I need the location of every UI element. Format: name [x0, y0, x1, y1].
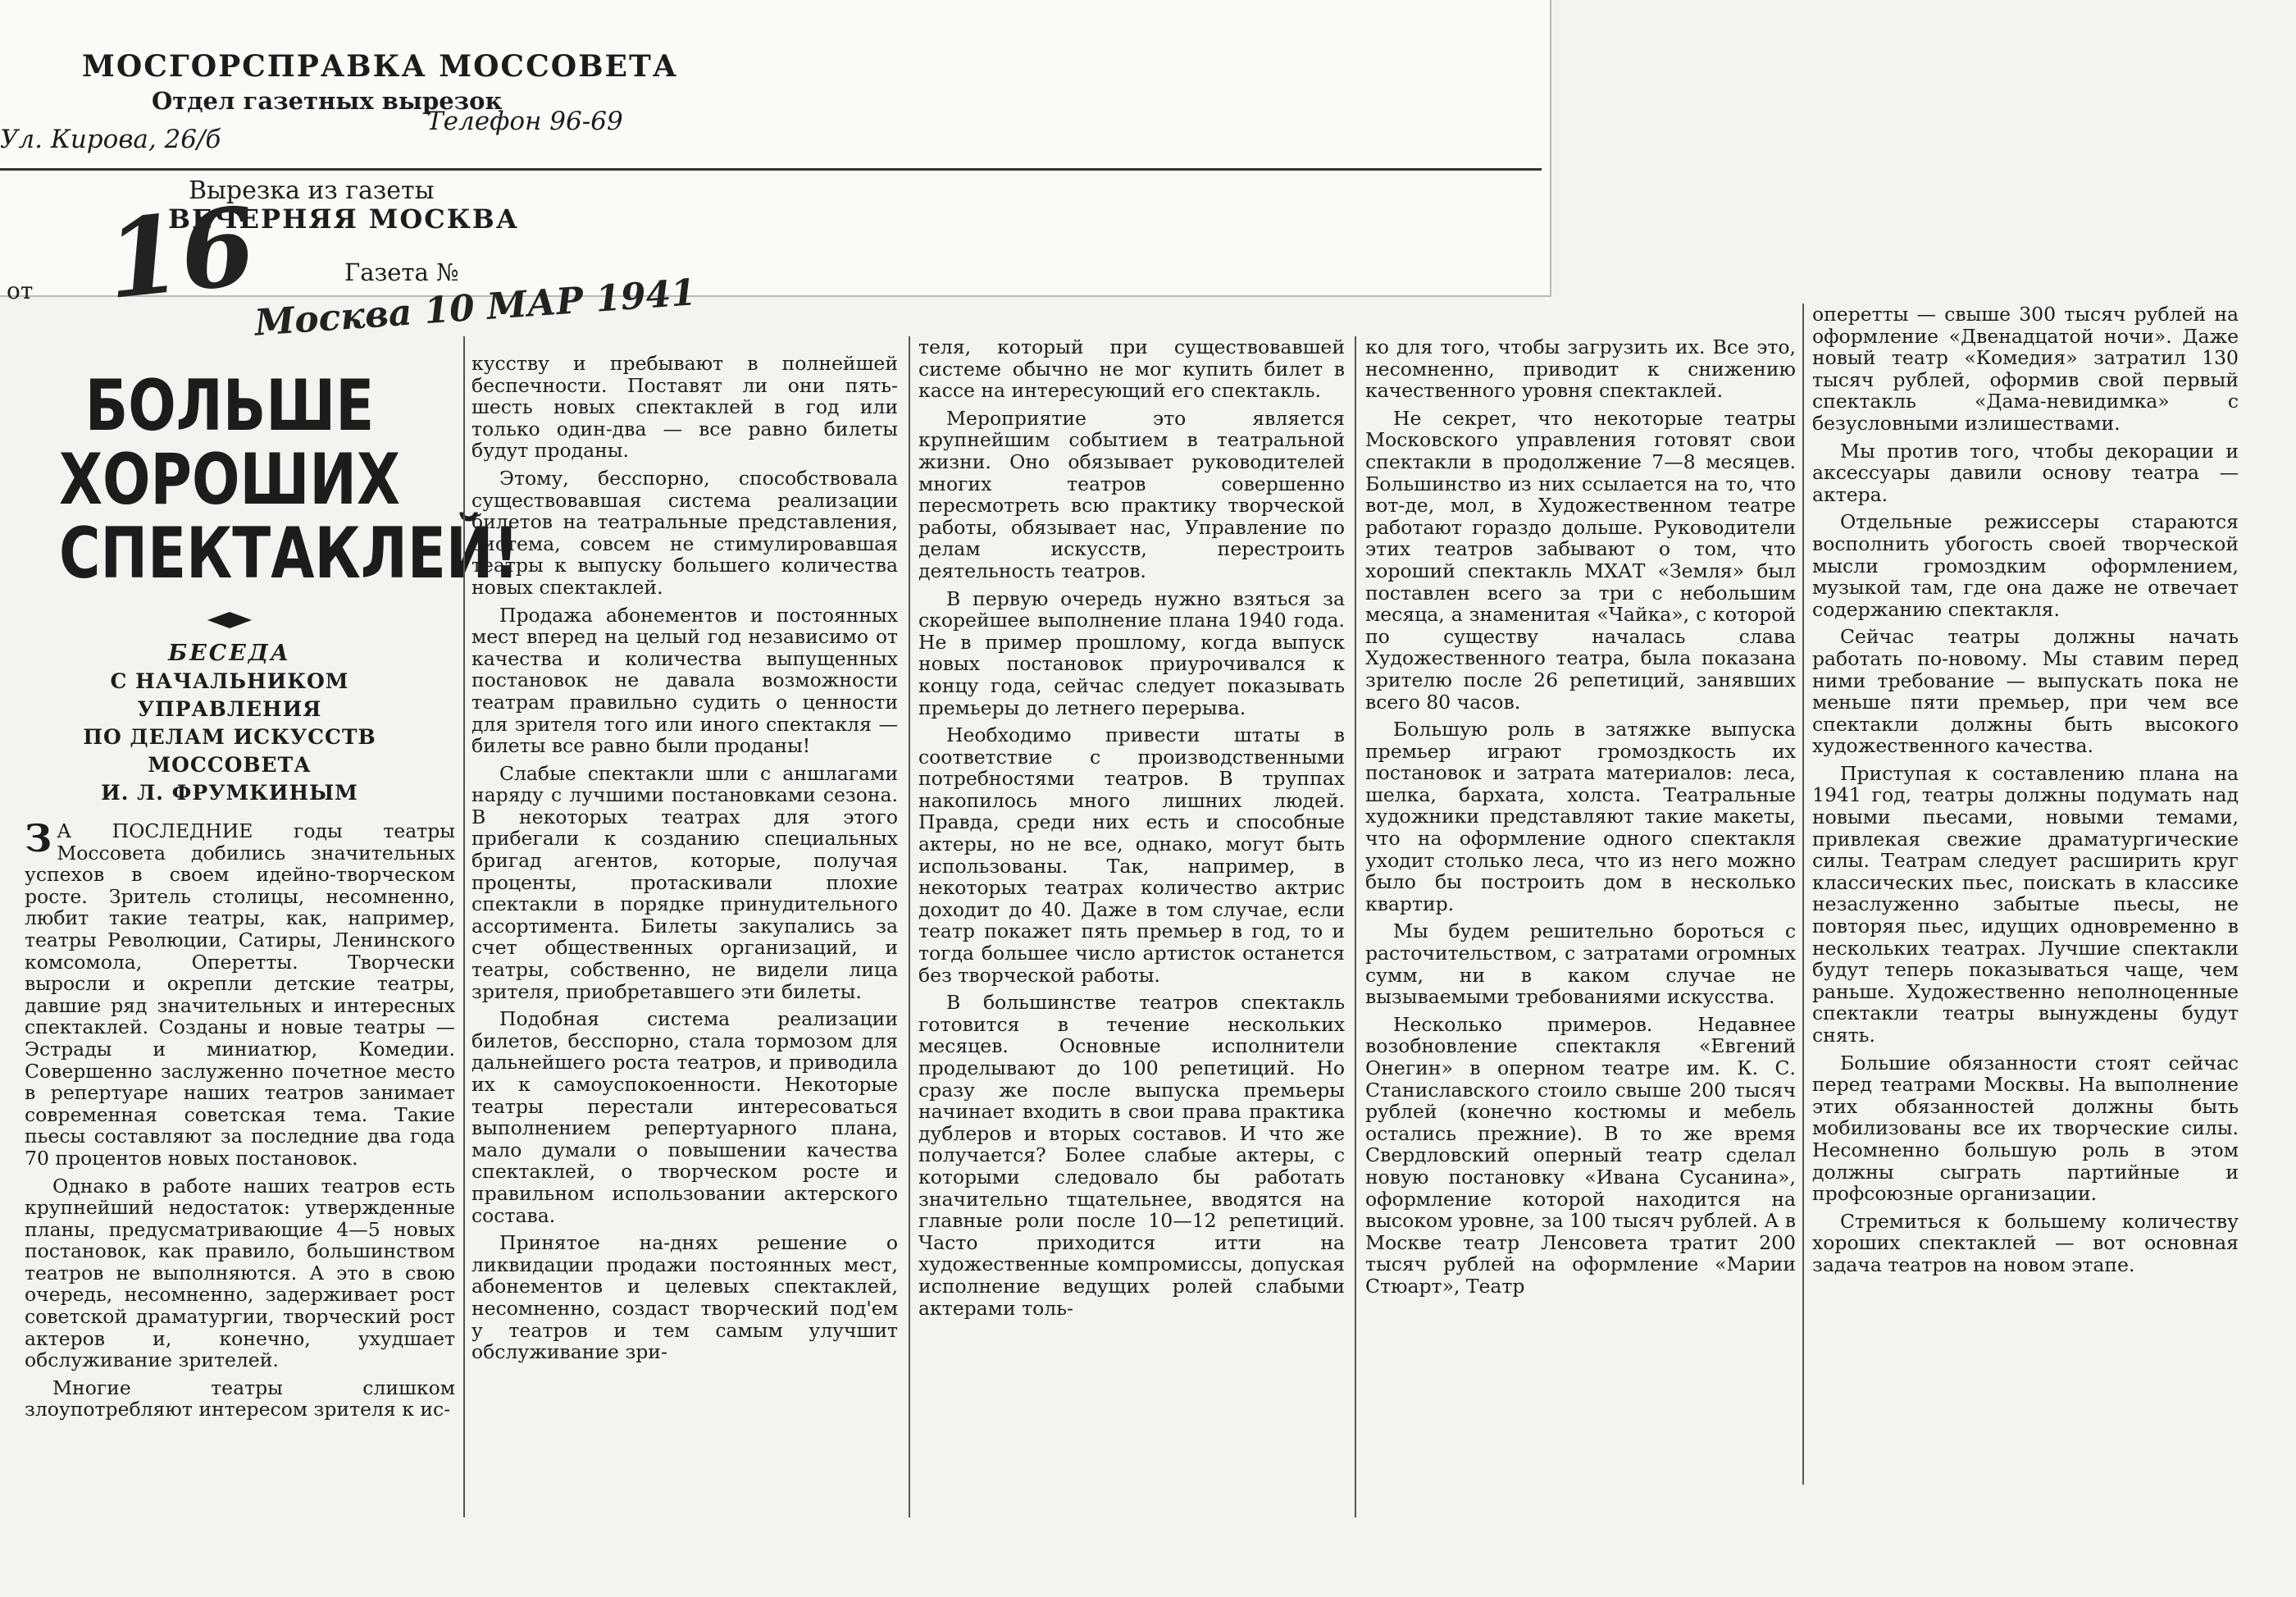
column-rule	[909, 336, 910, 1517]
paragraph: Слабые спектакли шли с аншлагами наряду с лучшими постановками сезона. В некоторых театрах для этого прибегали к созданию специальных бригад агентов, которые, получая проценты, протаскивали плохие спектакли в порядке принудительного ассортимента. Билеты закупались за счет общественных организаций, и театры, собственно, не видели лица зрителя, приобретавшего эти билеты.	[472, 761, 898, 1003]
column-rule	[463, 336, 465, 1517]
paragraph: В первую очередь нужно взяться за скорейшее выполнение плана 1940 года. Не в пример прошлому, когда выпуск новых постановок приурочивался к концу года, сейчас следует показывать премьеры до летнего перерыва.	[918, 586, 1345, 719]
handwritten-day: 16	[100, 182, 262, 324]
bureau-phone: Телефон 96-69	[426, 107, 623, 136]
paragraph: Продажа абонементов и постоянных мест вперед на целый год независимо от качества и количества выпущенных постановок не давала возможности театрам правильно судить о ценности для зрителя того или иного спектакля — билеты все равно были проданы!	[472, 603, 898, 758]
paragraph: Большие обязанности стоят сейчас перед театрами Москвы. На выполнение этих обязанностей должны быть мобилизованы все их творческие силы. Несомненно большую роль в этом должны сыграть партийные и профсоюзные организации.	[1812, 1051, 2239, 1206]
paragraph: Мы будем решительно бороться с расточительством, с затратами огромных сумм, ни в каком случае не вызываемыми требованиями искусства.	[1365, 919, 1796, 1009]
paragraph: Подобная система реализации билетов, бесспорно, стала тормозом для дальнейшего роста театров, и приводила их к самоуспокоенности. Некоторые театры перестали интересоваться выполнением репертуарного плана, мало думали о повышении качества спектаклей, о творческом росте и правильном использовании актерского состава.	[472, 1007, 898, 1227]
paragraph-text: А ПОСЛЕДНИЕ годы театры Моссовета добились значительных успехов в своем идейно-творческом росте. Зритель столицы, несомненно, любит такие театры, как, например, театры Революции, Сатиры, Ленинского комсомола, Оперетты. Творчески выросли и окрепли детские театры, давшие ряд значительных и интересных спектаклей. Созданы и новые театры — Эстрады и миниатюр, Комедии. Совершенно заслуженно почетное место в репертуаре наших театров занимает современная советская тема. Такие пьесы составляют за последние два года 70 процентов новых постановок.	[25, 819, 455, 1170]
paragraph: Необходимо привести штаты в соответствие с производственными потребностями театров. В труппах накопилось много лишних людей. Правда, среди них есть и способные актеры, но не все, однако, могут быть использованы. Так, например, в некоторых театрах количество актрис доходит до 40. Даже в том случае, если театр покажет пять премьер в год, то и тогда большее число артисток останется без творческой работы.	[918, 723, 1345, 987]
bureau-department: Отдел газетных вырезок	[152, 87, 503, 115]
newspaper-name: ВЕЧЕРНЯЯ МОСКВА	[168, 203, 519, 235]
column-4	[1365, 336, 1796, 1303]
from-label: от	[7, 277, 34, 304]
paragraph: ко для того, чтобы загрузить их. Все это, несомненно, приводит к снижению качественного уровня спектаклей.	[1365, 335, 1796, 403]
bureau-address: Ул. Кирова, 26/б	[0, 125, 221, 154]
paragraph: Стремиться к большему количеству хороших спектаклей — вот основная задача театров на новом этапе.	[1812, 1209, 2239, 1276]
clipping-label: Вырезка из газеты	[189, 176, 435, 205]
paragraph: В большинстве театров спектакль готовится в течение нескольких месяцев. Основные исполнители проделывают до 100 репетиций. Но сразу же после выпуска премьеры начинает входить в свои права практика дублеров и вторых составов. И что же получается? Более слабые актеры, с которыми следовало бы работать значительно тщательнее, вводятся на главные роли после 10—12 репетиций. Часто приходится итти на художественные компромиссы, допуская исполнение ведущих ролей слабыми актерами толь-	[918, 991, 1345, 1320]
bureau-name: МОСГОРСПРАВКА МОССОВЕТА	[82, 49, 679, 84]
paragraph: Не секрет, что некоторые театры Московского управления готовят свои спектакли в продолжение 7—8 месяцев. Большинство из них ссылается на то, что вот-де, мол, в Художественном театре работают гораздо дольше. Руководители этих театров забывают о том, что хороший спектакль МХАТ «Земля» был поставлен всего за три с небольшим месяца, а знаменитая «Чайка», с которой по существу началась слава Художественного театра, была показана зрителю после 26 репетиций, занявших всего 80 часов.	[1365, 406, 1796, 714]
paragraph: Большую роль в затяжке выпуска премьер играют громоздкость их постановок и затрата материалов: леса, шелка, бархата, холста. Театральные художники представляют такие макеты, что на оформление одного спектакля уходит столько леса, что из него можно было бы построить дом в несколько квартир.	[1365, 718, 1796, 915]
ornament-diamond	[207, 612, 252, 628]
column-5	[1812, 303, 2239, 1282]
paragraph: теля, который при существовавшей системе обычно не мог купить билет в кассе на интересующий его спектакль.	[918, 335, 1345, 403]
date-stamp-place: Москва	[253, 291, 413, 344]
subheading-line: И. Л. ФРУМКИНЫМ	[101, 781, 358, 805]
headline-line: БОЛЬШЕ	[84, 365, 375, 447]
paragraph: Однако в работе наших театров есть крупнейший недостаток: утвержденные планы, предусматривающие 4—5 новых постановок, как правило, большинством театров не выполняются. А это в свою очередь, несомненно, задерживает рост советской драматургии, творческий рост актеров и, конечно, ухудшает обслуживание зрителей.	[25, 1174, 455, 1372]
paragraph: кусству и пребывают в полнейшей беспечности. Поставят ли они пять-шесть новых спектаклей в год или только один-два — все равно билеты будут проданы.	[472, 352, 898, 463]
subheading-line: С НАЧАЛЬНИКОМ УПРАВЛЕНИЯ	[110, 669, 349, 721]
column-rule	[1802, 303, 1804, 1485]
headline-block	[16, 365, 519, 807]
drop-cap: З	[25, 816, 52, 860]
headline-line: СПЕКТАКЛЕЙ!	[59, 513, 519, 595]
paragraph: оперетты — свыше 300 тысяч рублей на оформление «Двенадцатой ночи». Даже новый театр «Комедия» затратил 130 тысяч рублей, оформив свой первый спектакль «Дама-невидимка» с безусловными излишествами.	[1812, 303, 2239, 435]
paragraph: Сейчас театры должны начать работать по-новому. Мы ставим перед ними требование — выпускать пока не меньше пяти премьер, при чем все спектакли должны быть высокого художественного качества.	[1812, 625, 2239, 758]
column-1	[25, 816, 455, 1426]
column-rule	[1355, 336, 1356, 1517]
issue-label: Газета №	[344, 258, 459, 286]
paragraph: Многие театры слишком злоупотребляют интересом зрителя к ис-	[25, 1376, 455, 1421]
stamp-divider	[0, 168, 1542, 171]
subheading	[16, 640, 443, 807]
headline-line: ХОРОШИХ	[59, 439, 401, 521]
date-stamp	[253, 271, 698, 344]
clipping-stamp	[0, 0, 1551, 344]
paragraph: Несколько примеров. Недавнее возобновление спектакля «Евгений Онегин» в оперном театре им. К. С. Станиславского стоило свыше 200 тысяч рублей (конечно костюмы и мебель остались прежние). В то же время Свердловский оперный театр сделал новую постановку «Ивана Сусанина», оформление которой находится на высоком уровне, за 100 тысяч рублей. А в Москве театр Ленсовета тратит 200 тысяч рублей на оформление «Марии Стюарт», Театр	[1365, 1012, 1796, 1298]
column-3	[918, 336, 1345, 1325]
paragraph: Этому, бесспорно, способствовала существовавшая система реализации билетов на театральные представления, система, совсем не стимулировавшая театры к выпуску большего количества новых спектаклей.	[472, 466, 898, 599]
paragraph: Мероприятие это является крупнейшим событием в театральной жизни. Оно обязывает руководителей многих театров совершенно пересмотреть всю практику творческой работы, обязывает нас, Управление по делам искусств, перестроить деятельность театров.	[918, 406, 1345, 582]
subheading-line: ПО ДЕЛАМ ИСКУССТВ МОССОВЕТА	[83, 725, 376, 777]
paragraph: Отдельные режиссеры стараются восполнить убогость своей творческой мысли громоздким оформлением, музыкой там, где она даже не отвечает содержанию спектакля.	[1812, 510, 2239, 621]
column-2	[472, 353, 898, 1369]
paragraph: Мы против того, чтобы декорации и аксессуары давили основу театра — актера.	[1812, 439, 2239, 506]
headline	[59, 365, 519, 595]
date-stamp-date: 10 МАР 1941	[422, 271, 698, 333]
paragraph: Принятое на-днях решение о ликвидации продажи постоянных мест, абонементов и целевых спектаклей, несомненно, создаст творческий под'ем у театров и тем самым улучшит обслуживание зри-	[472, 1231, 898, 1364]
subheading-title: БЕСЕДА	[168, 641, 291, 666]
paragraph	[25, 816, 455, 1170]
paragraph: Приступая к составлению плана на 1941 год, театры должны подумать над новыми пьесами, новыми темами, привлекая свежие драматургические силы. Театрам следует расширить круг классических пьес, поискать в классике незаслуженно забытые пьесы, не повторяя пьес, идущих одновременно в нескольких театрах. Лучшие спектакли будут теперь показываться чаще, чем раньше. Художественно неполноценные спектакли театры вынуждены будут снять.	[1812, 761, 2239, 1047]
